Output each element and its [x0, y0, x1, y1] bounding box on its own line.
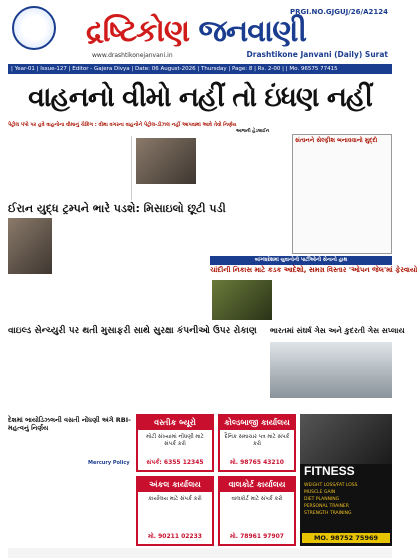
main-story-col2 — [200, 138, 290, 202]
story4-text — [8, 436, 132, 544]
story2-headline2: ચાંદીની નિકાસ માટે કડક આદેશો, સમગ્ર વિસ્તાર 'ઓપન જેલ'માં ફેરવાયો — [210, 266, 417, 274]
fitness-title: FITNESS — [304, 464, 355, 478]
fitness-ad — [300, 414, 392, 546]
website: www.drashtikonejanvani.in — [92, 52, 173, 59]
story3-text — [8, 340, 264, 412]
ad-phone-2: મો. 98765 43210 — [230, 459, 284, 466]
fitness-item: DIET PLANNING — [304, 497, 340, 502]
english-title: Drashtikone Janvani (Daily) Surat — [246, 50, 388, 59]
main-story-photo — [136, 138, 196, 184]
ad-box-1 — [136, 414, 214, 472]
story2-text — [56, 218, 206, 318]
fitness-photo — [300, 414, 392, 464]
ad-phone-4: મો. 78961 97907 — [230, 533, 284, 540]
ad-box-3 — [136, 476, 214, 546]
title-part1: દ્રષ્ટિકોણ — [86, 14, 199, 49]
ad-title-2: કોલ્ડબાજી કાર્યાલય — [220, 416, 294, 430]
right-article-title: સંતાનને સેલ્ફીશ બનાવવાનો મુદ્દો — [295, 137, 378, 144]
story3-headline: વાઇલ્ડ સેન્ચ્યુરી પર થતી મુસાફરી સાથે સુરક્ષા કંપનીઓ ઉપર રોકાણ — [8, 326, 257, 336]
story4-headline: દેશમાં બાયોડિઝલની વસતી નોંધણી અંગે RBI-મહત્વનું નિર્ણય — [8, 416, 131, 432]
story2-photo-left — [8, 218, 52, 274]
registration-number: PRGI.NO.GJGUJ/26/A2124 — [290, 8, 388, 16]
main-subhead: પેટ્રોલ પંપો પર હવે વાહનોના વીમાનું ચેકિંગ : વીમા વગરના વાહનોને પેટ્રોલ-ડીઝલ નહીં આપવામાં આવે તેવો નિર્ણય — [8, 122, 237, 128]
fitness-item: PERSONAL TRAINER — [304, 504, 349, 509]
fitness-list — [304, 482, 357, 517]
ad-text-4: વાલકોર્ટ માટે સંપર્ક કરો — [231, 496, 283, 502]
story4-badge: Mercury Policy — [88, 460, 130, 466]
ad-title-4: વાલકોર્ટ કાર્યાલય — [220, 478, 294, 492]
tag-line: આજની હેડલાઈન — [236, 129, 270, 134]
ad-phone-1: સંપર્ક: 6355 12345 — [146, 459, 204, 466]
newspaper-title — [86, 14, 306, 49]
issue-info-bar: | Year-01 | Issue-127 | Editor - Gajera Divya | Date: 06 August-2026 | Thursday | Page: 8 | Rs. 2-00 | | Mo. 96575 77415 — [8, 64, 392, 74]
page-footer — [8, 548, 392, 558]
fitness-item: MUSCLE GAIN — [304, 490, 336, 495]
right-article-box — [292, 134, 392, 254]
ad-box-2 — [218, 414, 296, 472]
fitness-phone: MO. 98752 75969 — [302, 533, 390, 543]
main-headline: વાહનનો વીમો નહીં તો ઇંધણ નહીં — [28, 82, 372, 113]
ad-phone-3: મો. 90211 02233 — [148, 533, 202, 540]
story3-headline2: ભારતમાં સંઘર્ષ ગેસ અને કુદરતી ગેસ સપ્લાય — [270, 326, 405, 335]
masthead — [8, 4, 392, 64]
ad-title-3: અંકલ કાર્યાલય — [138, 478, 212, 492]
ad-title-1: વસ્તીક બ્યૂરો — [138, 416, 212, 430]
ad-box-4 — [218, 476, 296, 546]
main-story-text — [8, 136, 132, 200]
newspaper-page — [8, 4, 417, 556]
right-article-text — [295, 147, 391, 247]
story2-photo-right — [212, 280, 272, 320]
story2-kicker: બાંગ્લાદેશમાં યુવાનોની પાર્ટીઓની સેનાનો હાથ — [210, 256, 392, 265]
story2-headline: ઈરાન યુદ્ધ ટ્રમ્પને ભારે પડશે: મિસાઇલો છૂટી પડી — [8, 202, 226, 215]
ad-text-3: કાર્યાલય માટે સંપર્ક કરો — [148, 496, 202, 502]
title-part2: જનવાણી — [198, 14, 306, 49]
story3-photo — [270, 342, 392, 398]
ad-text-2: દૈનિક સમાચાર પત્ર માટે સંપર્ક કરો — [224, 434, 290, 447]
fitness-item: WEIGHT LOSS/FAT LOSS — [304, 483, 358, 488]
fitness-item: STRENGTH TRAINING — [304, 511, 352, 516]
ad-text-1: મોટી સંખ્યામાં નોંધણી માટે સંપર્ક કરો — [146, 434, 204, 447]
newspaper-logo — [12, 6, 56, 50]
